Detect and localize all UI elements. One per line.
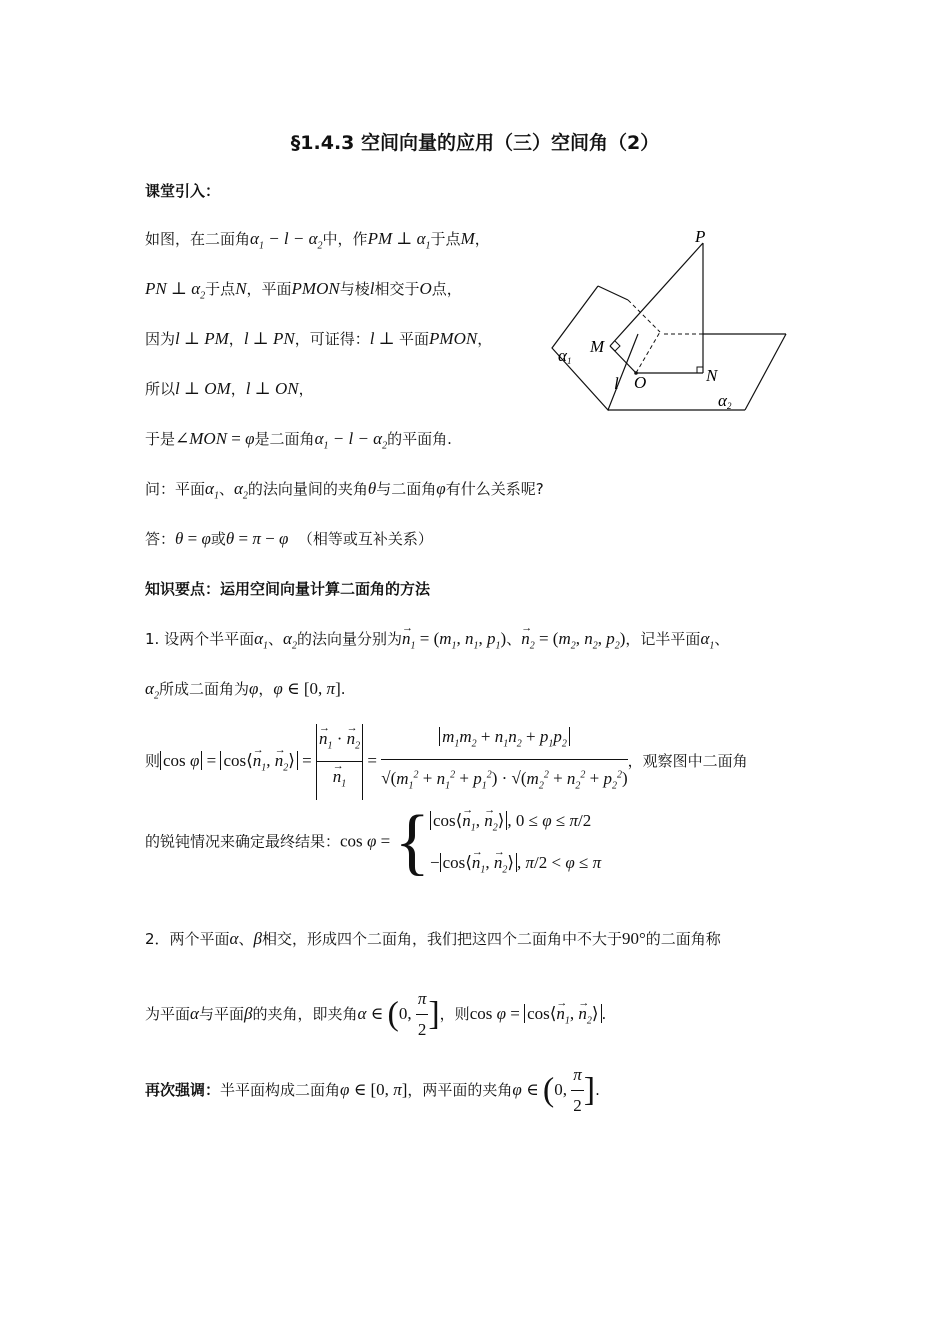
label-O: O — [634, 373, 647, 392]
intro-line-4: 所以l ⊥ OM，l ⊥ ON， — [145, 379, 314, 398]
label-l: l — [614, 374, 619, 393]
question: 问：平面$\alpha_1$、$\alpha_2$的法向量间的夹角θ与二面角φ有什么关系呢? — [145, 479, 544, 502]
emphasis: 再次强调：半平面构成二面角φ ∈ [0, π]，两平面的夹角φ ∈ (0, $\frac{\pi}{2}$ ]. — [145, 1060, 600, 1121]
dihedral-angle-figure — [548, 228, 798, 418]
label-alpha1: α1 — [558, 346, 572, 366]
label-N: N — [706, 366, 718, 385]
intro-line-3: 因为l ⊥ PM，l ⊥ PN，可证得：l ⊥ 平面PMON， — [145, 329, 493, 348]
knowledge-heading: 知识要点：运用空间向量计算二面角的方法 — [145, 580, 431, 598]
method-1-line-2: $\alpha_2$所成二面角为φ，φ ∈ [0, π]. — [145, 679, 346, 702]
label-P: P — [695, 228, 706, 246]
method-2-line-2: 为平面α与平面β的夹角，即夹角α ∈ (0, $\frac{\pi}{2}$ ]，则cos φ = cos⟨→ $n_1$, → $n_2⟩$ . — [145, 984, 606, 1045]
page-title: §1.4.3 空间向量的应用（三）空间角（2） — [290, 132, 660, 154]
intro-heading: 课堂引入： — [145, 182, 221, 200]
label-alpha2: α2 — [718, 391, 732, 411]
answer: 答：θ = φ或θ = π − φ （相等或互补关系） — [145, 529, 433, 548]
method-1-line-1: 1. 设两个半平面$\alpha_1$、$\alpha_2$的法向量分别为→ $n_1 = (m_1$, $n_1$, $p_1$)、→ $n_2 = (m_2$, $n_2$, $p_2$)，记半平面$\alpha_1$、 — [145, 628, 729, 657]
method-2-line-1: 2．两个平面α、β相交，形成四个二面角，我们把这四个二面角中不大于90°的二面角称 — [145, 929, 721, 948]
intro-line-2: PN ⊥ $\alpha_2$于点N，平面PMON与棱l相交于O点， — [145, 279, 462, 302]
intro-line-5: 于是∠MON = φ是二面角$\alpha_1 - l - \alpha_2$的平面角. — [145, 429, 452, 452]
label-M: M — [590, 337, 605, 356]
piecewise-result: 的锐钝情况来确定最终结果：cos φ = { cos⟨→ $n_1$, → $n_2⟩$ , 0 ≤ φ ≤ π/2 − cos⟨→ $n_1$, → $n_2⟩$ , π/2 < φ ≤ π — [145, 800, 601, 884]
cosine-formula: 则 cos φ = cos⟨→ $n_1$, → $n_2⟩$ = → $n_1$ · → $n_2$ → $n_1$ = $\frac{m_1m_2 + n_1n_2 + p_1p_2}{√(m_1^2 + n_1^2 + p_1^2) \cdot √(m_2^2 + n_2^2 + p_2^2)}$ ，观察图中二面角 — [145, 722, 748, 801]
intro-line-1: 如图，在二面角$\alpha_1 - l - \alpha_2$中，作PM ⊥ $\alpha_1$于点M， — [145, 229, 490, 252]
